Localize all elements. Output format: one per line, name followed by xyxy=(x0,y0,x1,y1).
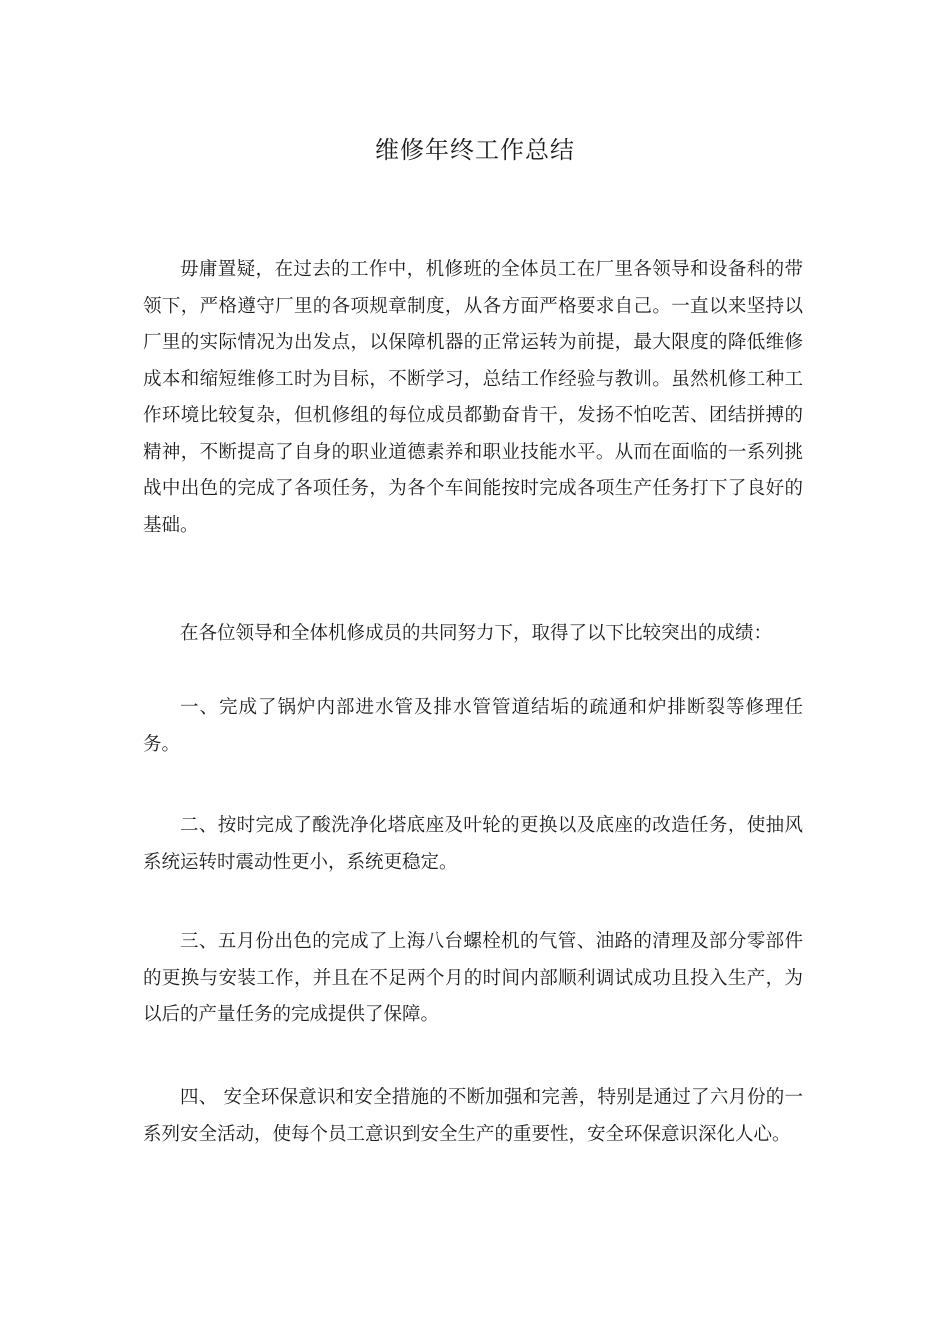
paragraph-item-3: 三、五月份出色的完成了上海八台螺栓机的气管、油路的清理及部分零部件的更换与安装工作，并且在不足两个月的时间内部顺利调试成功且投入生产，为以后的产量任务的完成提供了保障。 xyxy=(143,931,803,1025)
paragraph-item-2: 二、按时完成了酸洗净化塔底座及叶轮的更换以及底座的改造任务，使抽风系统运转时震动性更小，系统更稳定。 xyxy=(143,815,803,873)
paragraph-item-1: 一、完成了锅炉内部进水管及排水管管道结垢的疏通和炉排断裂等修理任务。 xyxy=(143,697,803,755)
paragraph-intro: 毋庸置疑，在过去的工作中，机修班的全体员工在厂里各领导和设备科的带领下，严格遵守厂里的各项规章制度，从各方面严格要求自己。一直以来坚持以厂里的实际情况为出发点，以保障机器的正常运转为前提，最大限度的降低维修成本和缩短维修工时为目标，不断学习，总结工作经验与教训。虽然机修工种工作环境比较复杂，但机修组的每位成员都勤奋肯干，发扬不怕吃苦、团结拼搏的精神，不断提高了自身的职业道德素养和职业技能水平。从而在面临的一系列挑战中出色的完成了各项任务，为各个车间能按时完成各项生产任务打下了良好的基础。 xyxy=(143,259,803,536)
paragraph-achievements-lead: 在各位领导和全体机修成员的共同努力下，取得了以下比较突出的成绩： xyxy=(180,623,773,644)
document-title: 维修年终工作总结 xyxy=(375,136,575,164)
paragraph-item-4: 四、 安全环保意识和安全措施的不断加强和完善，特别是通过了六月份的一系列安全活动，使每个员工意识到安全生产的重要性，安全环保意识深化人心。 xyxy=(143,1087,803,1145)
